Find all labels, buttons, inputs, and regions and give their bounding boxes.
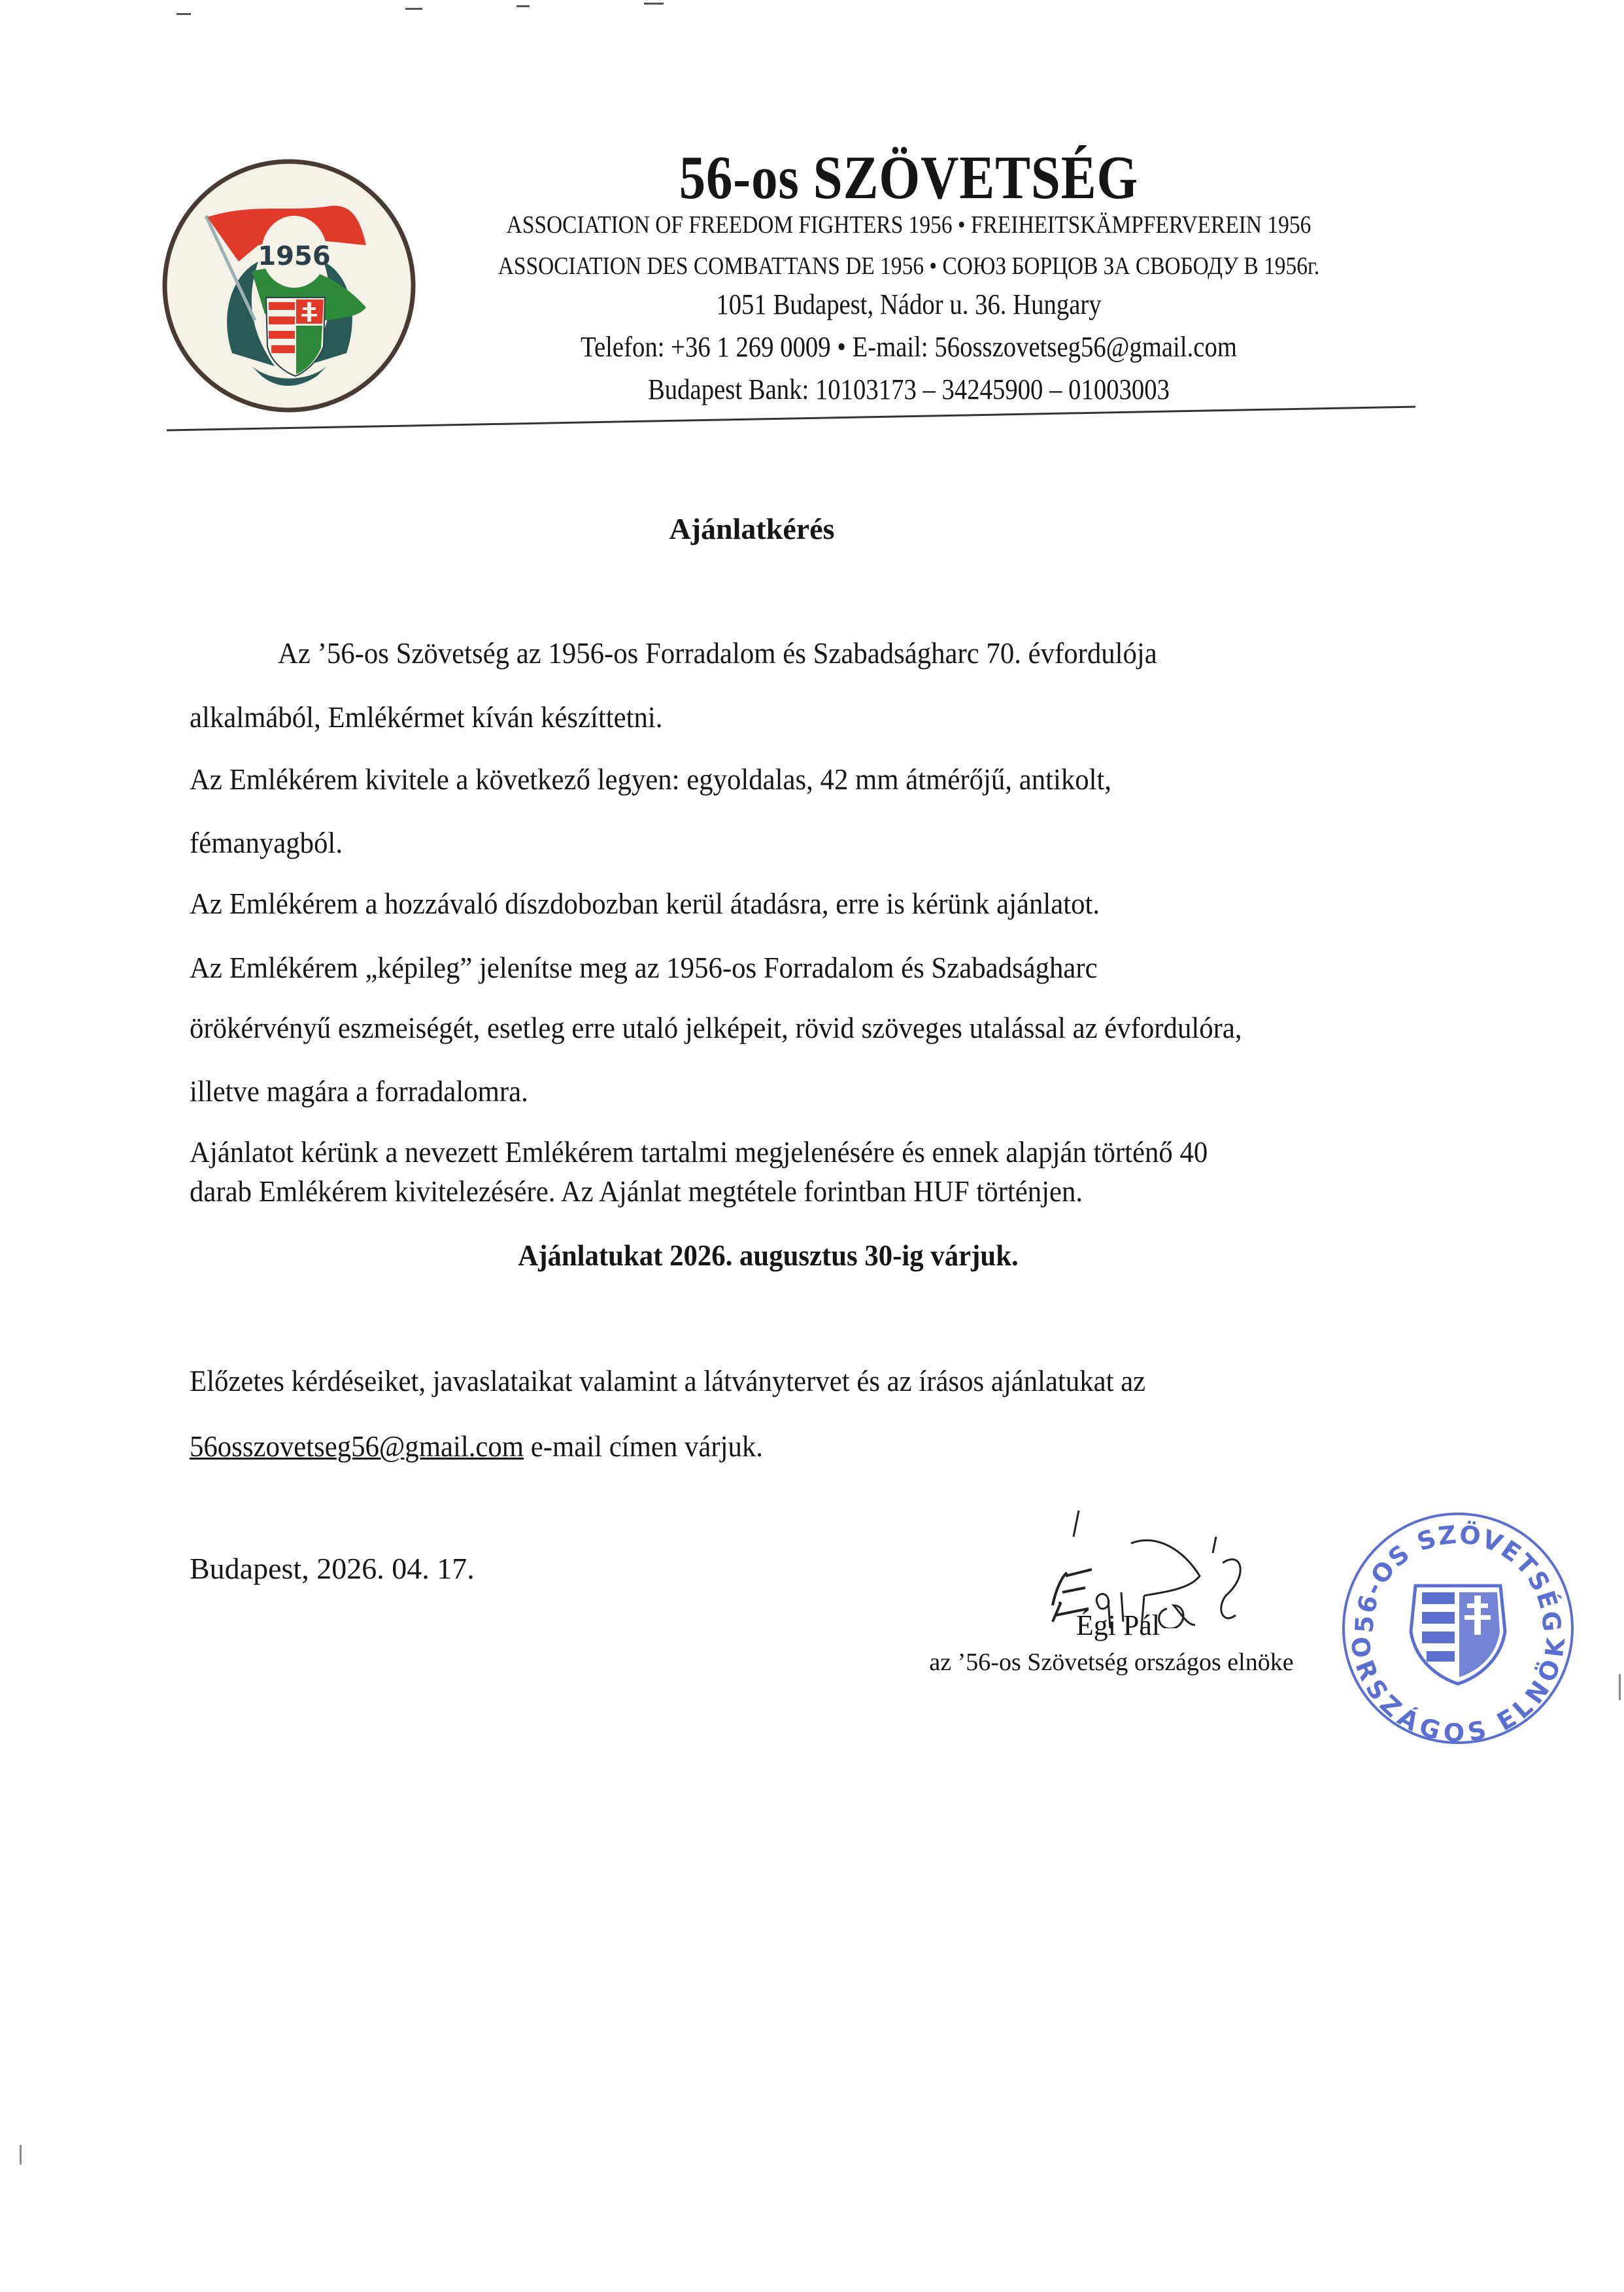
signer-name: Égi Pál	[1075, 1609, 1160, 1641]
organization-contact: Telefon: +36 1 269 0009 • E-mail: 56osszovetseg56@gmail.com	[581, 331, 1237, 363]
scan-speck	[644, 3, 664, 5]
letter-paragraph: alkalmából, Emlékérmet kíván készíttetni.	[190, 700, 663, 734]
scan-edge-mark	[20, 2145, 22, 2164]
letter-paragraph: Az Emlékérem „képileg” jelenítse meg az 1956-os Forradalom és Szabadságharc	[190, 951, 1098, 984]
letter-date: Budapest, 2026. 04. 17.	[190, 1552, 475, 1585]
scan-speck	[177, 13, 191, 15]
svg-text:56-OS SZÖVETSÉG	[1349, 1520, 1566, 1633]
closing-paragraph-email-line	[190, 1429, 763, 1463]
letter-paragraph: Ajánlatot kérünk a nevezett Emlékérem tartalmi megjelenésére és ennek alapján történő 40	[190, 1135, 1208, 1169]
organization-logo	[160, 157, 418, 415]
header-divider	[167, 405, 1415, 433]
stamp-top-text: 56-OS SZÖVETSÉG	[1349, 1520, 1566, 1634]
scan-speck	[405, 8, 422, 10]
organization-bank: Budapest Bank: 10103173 – 34245900 – 01003003	[647, 373, 1170, 405]
letter-paragraph: Az Emlékérem a hozzávaló díszdobozban kerül átadásra, erre is kérünk ajánlatot.	[190, 887, 1100, 920]
organization-address: 1051 Budapest, Nádor u. 36. Hungary	[716, 288, 1102, 320]
scan-speck	[516, 5, 530, 7]
letter-paragraph: Az Emlékérem kivitele a következő legyen: egyoldalas, 42 mm átmérőjű, antikolt,	[190, 762, 1112, 796]
stamp-coat-of-arms-icon	[1411, 1586, 1505, 1684]
letter-paragraph: illetve magára a forradalomra.	[190, 1074, 528, 1108]
letter-paragraph: fémanyagból.	[190, 826, 343, 859]
letter-paragraph: Az ’56-os Szövetség az 1956-os Forradalom és Szabadságharc 70. évfordulója	[278, 636, 1157, 670]
letter-subject: Ajánlatkérés	[669, 512, 835, 545]
closing-text: e-mail címen várjuk.	[524, 1429, 763, 1463]
organization-subtitle-1: ASSOCIATION OF FREEDOM FIGHTERS 1956 • FREIHEITSKÄMPFERVEREIN 1956	[506, 211, 1311, 239]
svg-text:ORSZÁGOS ELNÖK	[1345, 1635, 1570, 1747]
letter-paragraph: darab Emlékérem kivitelezésére. Az Ajánlat megtétele forintban HUF történjen.	[190, 1174, 1083, 1208]
contact-email-link[interactable]: 56osszovetseg56@gmail.com	[190, 1429, 524, 1463]
logo-year: 1956	[258, 241, 331, 271]
organization-subtitle-2: ASSOCIATION DES COMBATTANS DE 1956 • СОЮЗ БОРЦОВ ЗА СВОБОДУ В 1956г.	[498, 252, 1320, 280]
scan-edge-mark	[1619, 1674, 1621, 1700]
stamp-bottom-text: ORSZÁGOS ELNÖK	[1345, 1635, 1571, 1748]
official-stamp	[1334, 1504, 1582, 1753]
offer-deadline: Ajánlatukat 2026. augusztus 30-ig várjuk.	[518, 1239, 1019, 1272]
letter-paragraph: örökérvényű eszmeiségét, esetleg erre utaló jelképeit, rövid szöveges utalással az évfordulóra,	[190, 1011, 1242, 1044]
closing-paragraph: Előzetes kérdéseiket, javaslataikat valamint a látványtervet és az írásos ajánlatukat az	[190, 1364, 1146, 1397]
organization-name: 56-os SZÖVETSÉG	[679, 144, 1139, 212]
signer-title: az ’56-os Szövetség országos elnöke	[929, 1649, 1294, 1676]
